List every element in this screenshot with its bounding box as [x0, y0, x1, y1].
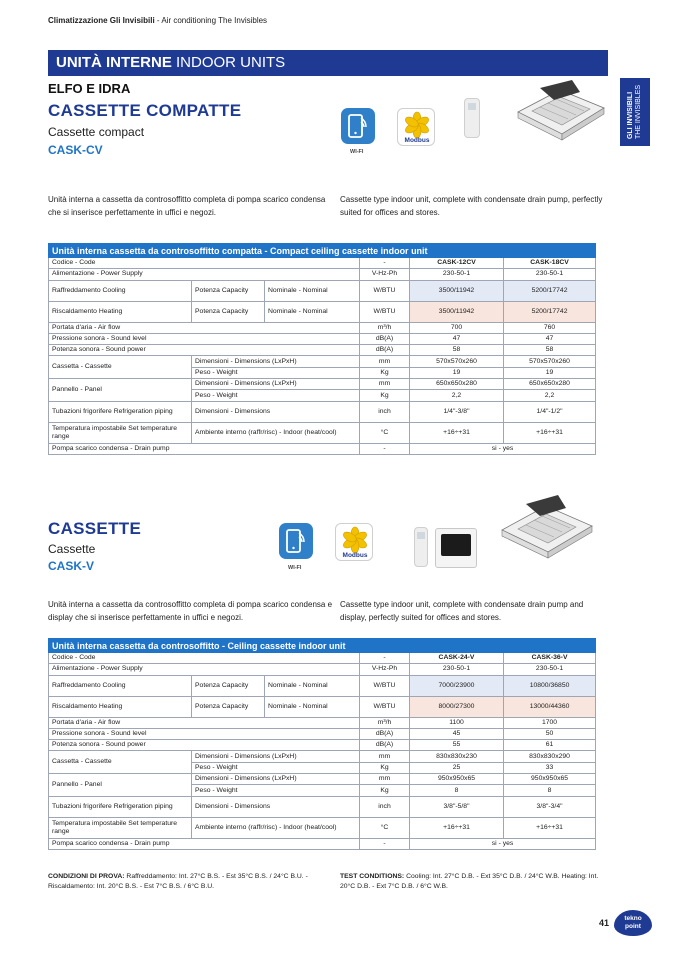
logo-text-2: point: [625, 923, 641, 930]
remote-control-image: [414, 527, 428, 567]
table-row: Pressione sonora - Sound level dB(A) 47 47: [49, 333, 596, 344]
model-a-header: CASK-24-V: [410, 653, 504, 664]
modbus-label: Modbus: [342, 552, 368, 559]
test-conditions-en: [340, 872, 610, 892]
table-row: Temperatura impostabile Set temperature range Ambiente interno (raffr/risc) - Indoor (heat/cool) °C +16÷+31 +16÷+31: [49, 817, 596, 838]
modbus-icon: [397, 108, 435, 146]
section1-title: CASSETTE COMPATTE: [48, 101, 242, 120]
test-en-label: TEST CONDITIONS:: [340, 873, 405, 880]
model-b-header: CASK-36-V: [504, 653, 596, 664]
model-a-header: CASK-12CV: [410, 258, 504, 269]
section1-subtitle: Cassette compact: [48, 125, 145, 139]
cassette-unit-image: [494, 492, 598, 566]
section-banner: [48, 50, 608, 76]
table-row: Tubazioni frigorifere Refrigeration piping Dimensioni - Dimensions inch 3/8"-5/8" 3/8"-3/4": [49, 796, 596, 817]
table-row: Peso - Weight Kg 8 8: [49, 785, 596, 796]
table-row: Peso - Weight Kg 19 19: [49, 367, 596, 378]
test-it-text: Raffreddamento: Int. 27°C B.S. - Est 35°C B.S. / 24°C B.U. - Riscaldamento: Int. 20°C B.S. - Est 7°C B.S. / 6°C B.U.: [48, 873, 308, 890]
table-row: Pannello - Panel Dimensioni - Dimensions (LxPxH) mm 950x950x65 950x950x65: [49, 774, 596, 785]
wifi-icon: [279, 523, 313, 559]
table-row: Pompa scarico condensa - Drain pump - si - yes: [49, 443, 596, 454]
test-conditions-it: [48, 872, 333, 892]
banner-rest: INDOOR UNITS: [171, 54, 286, 71]
table-row: Peso - Weight Kg 2,2 2,2: [49, 390, 596, 401]
logo-text-1: tekno: [624, 915, 642, 922]
table-row: Codice - Code - CASK-12CV CASK-18CV: [49, 258, 596, 269]
table-row: Alimentazione - Power Supply V-Hz-Ph 230-50-1 230-50-1: [49, 269, 596, 280]
table-row: Pannello - Panel Dimensioni - Dimensions (LxPxH) mm 650x650x280 650x650x280: [49, 379, 596, 390]
remote-control-image: [464, 98, 480, 138]
product-family: ELFO E IDRA: [48, 81, 131, 96]
cassette-unit-image: [510, 78, 610, 148]
test-it-label: CONDIZIONI DI PROVA:: [48, 873, 125, 880]
table-row: Raffreddamento Cooling Potenza Capacity Nominale - Nominal W/BTU 7000/23900 10800/36850: [49, 675, 596, 696]
table-row: Codice - Code - CASK-24-V CASK-36-V: [49, 653, 596, 664]
table-row: Raffreddamento Cooling Potenza Capacity Nominale - Nominal W/BTU 3500/11942 5200/17742: [49, 280, 596, 301]
wall-controller-image: [435, 528, 477, 568]
header-brand-en: Air conditioning The Invisibles: [161, 16, 268, 25]
section2-description-it: Unità interna a cassetta da controsoffitto completa di pompa scarico condensa e display che si inserisce perfettamente in uffici e negozi.: [48, 600, 333, 622]
section1-spec-table: [48, 243, 596, 455]
section2-subtitle: Cassette: [48, 542, 96, 556]
modbus-label: Modbus: [404, 137, 430, 144]
table-row: Alimentazione - Power Supply V-Hz-Ph 230-50-1 230-50-1: [49, 664, 596, 675]
side-tab-line1: GLI INVISIBILI: [627, 91, 634, 140]
table-row: Potenza sonora - Sound power dB(A) 58 58: [49, 345, 596, 356]
wifi-label: WI-FI: [288, 565, 302, 571]
table-row: Tubazioni frigorifere Refrigeration piping Dimensioni - Dimensions inch 1/4"-3/8" 1/4"-1/2": [49, 401, 596, 422]
table-row: Temperatura impostabile Set temperature range Ambiente interno (raffr/risc) - Indoor (heat/cool) °C +16÷+31 +16÷+31: [49, 422, 596, 443]
table-row: Portata d'aria - Air flow m³/h 700 760: [49, 322, 596, 333]
header-sep: -: [154, 16, 162, 25]
tekno-point-logo: [614, 910, 652, 936]
page-number: 41: [599, 918, 610, 928]
table1-caption: Unità interna cassetta da controsoffitto compatta - Compact ceiling cassette indoor unit: [49, 244, 596, 258]
table-row: Pompa scarico condensa - Drain pump - si - yes: [49, 838, 596, 849]
table-row: Pressione sonora - Sound level dB(A) 45 50: [49, 728, 596, 739]
table-row: Riscaldamento Heating Potenza Capacity Nominale - Nominal W/BTU 3500/11942 5200/17742: [49, 301, 596, 322]
modbus-icon: [335, 523, 373, 561]
wifi-label: WI-FI: [350, 149, 364, 155]
table-row: Riscaldamento Heating Potenza Capacity Nominale - Nominal W/BTU 8000/27300 13000/44360: [49, 696, 596, 717]
section1-description-en: Cassette type indoor unit, complete with condensate drain pump, perfectly suited for offices and stores.: [340, 195, 603, 217]
section2-spec-table: [48, 638, 596, 850]
table2-caption: Unità interna cassetta da controsoffitto - Ceiling cassette indoor unit: [49, 639, 596, 653]
section2-description-en: Cassette type indoor unit, complete with condensate drain pump and display, perfectly suited for offices and stores.: [340, 600, 584, 622]
side-tab: [620, 78, 650, 146]
wifi-icon: [341, 108, 375, 144]
side-tab-line2: THE INVISIBLES: [635, 84, 642, 140]
header-brand-it: Climatizzazione Gli Invisibili: [48, 16, 155, 25]
section1-model: CASK-CV: [48, 143, 103, 157]
table-row: Cassetta - Cassette Dimensioni - Dimensions (LxPxH) mm 570x570x260 570x570x260: [49, 356, 596, 367]
table-row: Peso - Weight Kg 25 33: [49, 762, 596, 773]
table-row: Portata d'aria - Air flow m³/h 1100 1700: [49, 717, 596, 728]
model-b-header: CASK-18CV: [504, 258, 596, 269]
section2-title: CASSETTE: [48, 519, 142, 538]
test-en-text: Cooling: Int. 27°C D.B. - Ext 35°C D.B. / 24°C W.B. Heating: Int. 20°C D.B. - Ext 7°C D.B. / 6°C W.B.: [340, 873, 599, 890]
section1-description-it: Unità interna a cassetta da controsoffitto completa di pompa scarico condensa che si inserisce perfettamente in uffici e negozi.: [48, 195, 326, 217]
table-row: Cassetta - Cassette Dimensioni - Dimensions (LxPxH) mm 830x830x230 830x830x290: [49, 751, 596, 762]
banner-bold: UNITÀ INTERNE: [56, 54, 172, 71]
page-header: [48, 16, 267, 25]
section2-model: CASK-V: [48, 559, 95, 573]
table-row: Potenza sonora - Sound power dB(A) 55 61: [49, 740, 596, 751]
